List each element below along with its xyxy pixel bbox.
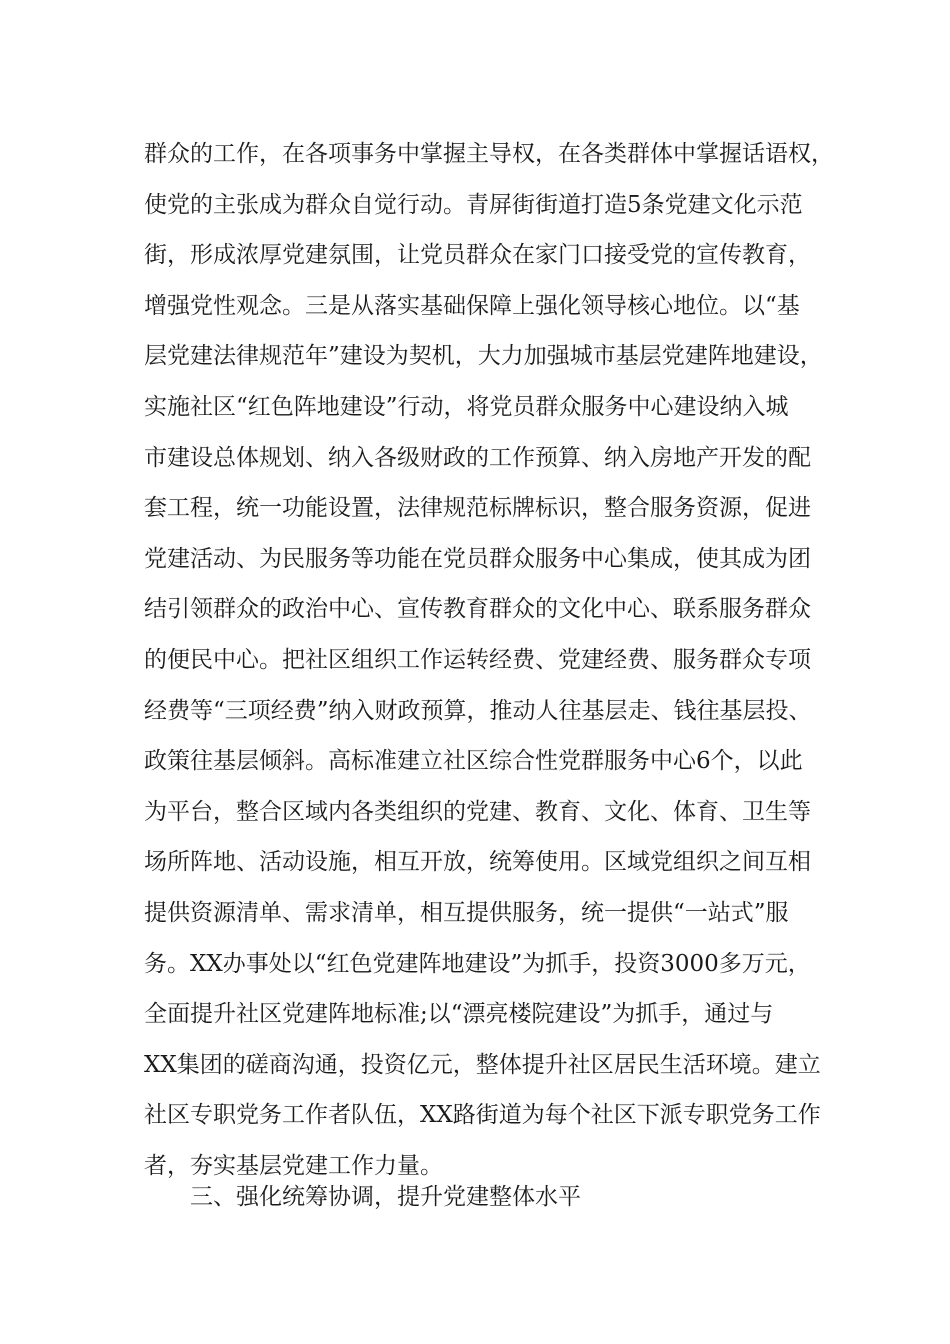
text-line: 社区专职党务工作者队伍，XX路街道为每个社区下派专职党务工作 [144,1102,821,1129]
text-line: 场所阵地、活动设施，相互开放，统筹使用。区域党组织之间互相 [144,849,811,876]
text-line: 经费等“三项经费”纳入财政预算，推动人往基层走、钱往基层投、 [144,697,812,724]
text-line: 者，夯实基层党建工作力量。 [144,1152,443,1179]
text-line: XX集团的磋商沟通，投资亿元，整体提升社区居民生活环境。建立 [144,1051,821,1078]
text-line: 市建设总体规划、纳入各级财政的工作预算、纳入房地产开发的配 [144,444,811,471]
text-line: 层党建法律规范年”建设为契机，大力加强城市基层党建阵地建设， [144,343,823,370]
text-line: 实施社区“红色阵地建设”行动，将党员群众服务中心建设纳入城 [144,393,789,420]
text-line: 使党的主张成为群众自觉行动。青屏街街道打造5条党建文化示范 [144,191,803,218]
text-line: 为平台，整合区域内各类组织的党建、教育、文化、体育、卫生等 [144,798,811,825]
text-line: 街，形成浓厚党建氛围，让党员群众在家门口接受党的宣传教育， [144,242,811,269]
text-line: 的便民中心。把社区组织工作运转经费、党建经费、服务群众专项 [144,646,811,673]
text-line: 结引领群众的政治中心、宣传教育群众的文化中心、联系服务群众 [144,596,811,623]
text-line: 务。XX办事处以“红色党建阵地建设”为抓手，投资3000多万元， [144,950,811,977]
text-line: 全面提升社区党建阵地标准;以“漂亮楼院建设”为抓手，通过与 [144,1001,774,1028]
text-line: 套工程，统一功能设置，法律规范标牌标识，整合服务资源，促进 [144,495,811,522]
text-line: 群众的工作，在各项事务中掌握主导权，在各类群体中掌握话语权， [144,141,834,167]
section-heading: 三、强化统筹协调，提升党建整体水平 [190,1184,581,1210]
text-line: 党建活动、为民服务等功能在党员群众服务中心集成，使其成为团 [144,545,811,572]
body-paragraph [144,129,834,1207]
text-line: 增强党性观念。三是从落实基础保障上强化领导核心地位。以“基 [144,292,800,319]
text-line: 政策往基层倾斜。高标准建立社区综合性党群服务中心6个，以此 [144,748,803,775]
text-line: 提供资源清单、需求清单，相互提供服务，统一提供“一站式”服 [144,899,789,926]
